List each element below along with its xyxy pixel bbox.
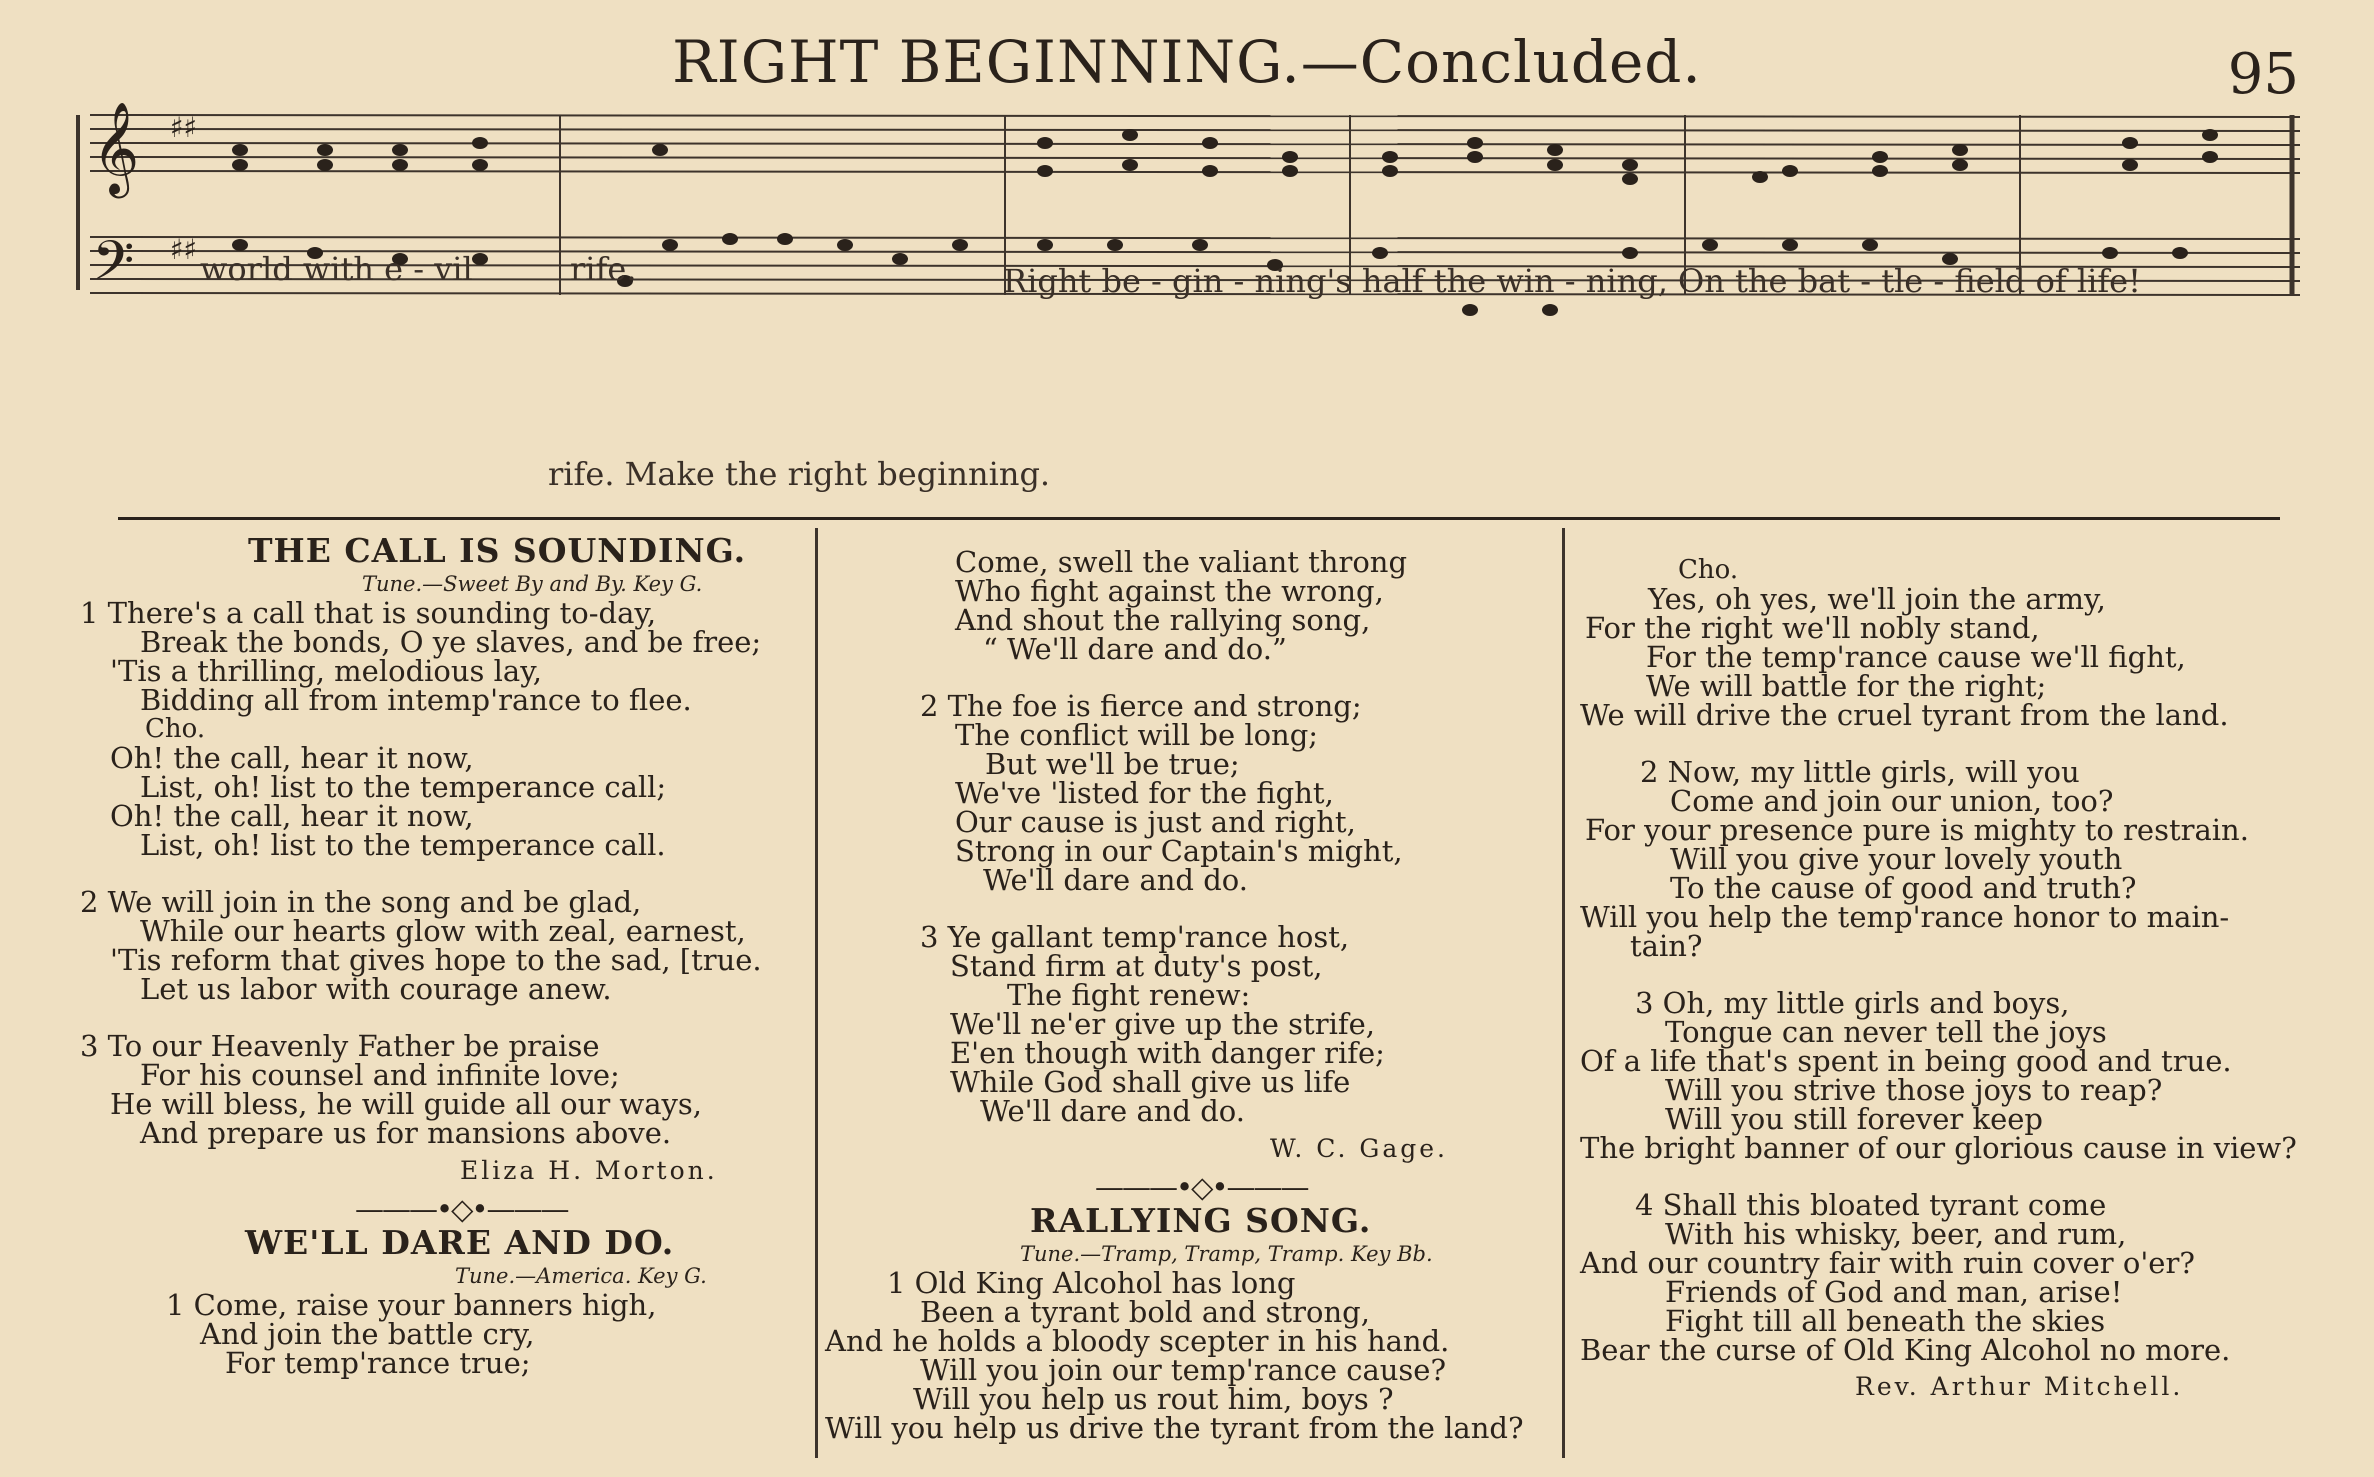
verse-line: Will you strive those joys to reap? bbox=[1665, 1073, 2163, 1107]
verse-line: 'Tis a thrilling, melodious lay, bbox=[110, 654, 542, 688]
chorus-label: Cho. bbox=[1678, 555, 1739, 585]
song-title: THE CALL IS SOUNDING. bbox=[248, 531, 747, 570]
verse-line: Come, swell the valiant throng bbox=[955, 545, 1408, 579]
verse-line: The conflict will be long; bbox=[955, 718, 1319, 752]
verse-line: Tongue can never tell the joys bbox=[1665, 1015, 2107, 1049]
column-1 bbox=[80, 532, 800, 1378]
chorus-label: Cho. bbox=[145, 714, 206, 744]
verse-line: Break the bonds, O ye slaves, and be free; bbox=[140, 625, 762, 659]
chorus-line: For the right we'll nobly stand, bbox=[1585, 611, 2040, 645]
verse-line: Will you give your lovely youth bbox=[1670, 842, 2123, 876]
chorus-line: Oh! the call, hear it now, bbox=[110, 741, 474, 775]
verse-line: While God shall give us life bbox=[950, 1065, 1351, 1099]
chorus-line: List, oh! list to the temperance call; bbox=[140, 770, 667, 804]
song-author: Eliza H. Morton. bbox=[460, 1156, 718, 1185]
song-author: Rev. Arthur Mitchell. bbox=[1855, 1372, 2184, 1401]
verse-line: tain? bbox=[1630, 929, 1703, 963]
verse-line: Will you help the temp'rance honor to main- bbox=[1580, 900, 2230, 934]
chorus-line: Oh! the call, hear it now, bbox=[110, 799, 474, 833]
page-number: 95 bbox=[2227, 42, 2299, 107]
verse-line: For your presence pure is mighty to restrain. bbox=[1585, 813, 2249, 847]
section-divider bbox=[118, 517, 2280, 520]
svg-text:♯♯: ♯♯ bbox=[170, 111, 198, 144]
ornament-divider: ———•◇•——— bbox=[1095, 1170, 1308, 1204]
column-2 bbox=[825, 545, 1555, 1445]
verse-line: We've 'listed for the fight, bbox=[955, 776, 1334, 810]
song-tune: Tune.—Sweet By and By. Key G. bbox=[362, 572, 703, 596]
column-divider-1 bbox=[815, 528, 818, 1458]
verse-line: 2 Now, my little girls, will you bbox=[1640, 755, 2080, 789]
song-tune: Tune.—America. Key G. bbox=[455, 1264, 707, 1288]
verse-line: 3 Oh, my little girls and boys, bbox=[1635, 986, 2070, 1020]
verse-line: He will bless, he will guide all our ways, bbox=[110, 1087, 702, 1121]
chorus-line: For the temp'rance cause we'll fight, bbox=[1646, 640, 2186, 674]
song-title: RALLYING SONG. bbox=[1030, 1201, 1372, 1240]
svg-text:𝄢: 𝄢 bbox=[92, 229, 135, 306]
verse-line: Will you help us drive the tyrant from the land? bbox=[825, 1411, 1524, 1445]
column-divider-2 bbox=[1562, 528, 1565, 1458]
verse-line: And prepare us for mansions above. bbox=[140, 1116, 672, 1150]
treble-lyric-1: world with e - vil bbox=[200, 250, 473, 288]
page-title: RIGHT BEGINNING.—Concluded. bbox=[672, 28, 1702, 96]
verse-line: E'en though with danger rife; bbox=[950, 1036, 1385, 1070]
chorus-line: We will battle for the right; bbox=[1646, 669, 2047, 703]
verse-line: 'Tis reform that gives hope to the sad, [true. bbox=[110, 943, 762, 977]
verse-line: Strong in our Captain's might, bbox=[955, 834, 1403, 868]
column-3 bbox=[1580, 555, 2297, 1409]
verse-line: Bidding all from intemp'rance to flee. bbox=[140, 683, 692, 717]
verse-line: We'll ne'er give up the strife, bbox=[950, 1007, 1375, 1041]
verse-line: And shout the rallying song, bbox=[955, 603, 1371, 637]
verse-line: Stand firm at duty's post, bbox=[950, 949, 1323, 983]
verse-line: Of a life that's spent in being good and true. bbox=[1580, 1044, 2232, 1078]
verse-line: Our cause is just and right, bbox=[955, 805, 1356, 839]
chorus-line: Yes, oh yes, we'll join the army, bbox=[1648, 582, 2106, 616]
verse-line: 3 To our Heavenly Father be praise bbox=[80, 1029, 600, 1063]
verse-line: Bear the curse of Old King Alcohol no more. bbox=[1580, 1333, 2231, 1367]
chorus-line: We will drive the cruel tyrant from the land. bbox=[1580, 698, 2229, 732]
verse-line: The bright banner of our glorious cause in view? bbox=[1580, 1131, 2297, 1165]
verse-line: And he holds a bloody scepter in his hand. bbox=[825, 1324, 1450, 1358]
verse-line: Let us labor with courage anew. bbox=[140, 972, 612, 1006]
song-author: W. C. Gage. bbox=[1270, 1134, 1448, 1163]
verse-line: Been a tyrant bold and strong, bbox=[920, 1295, 1370, 1329]
verse-line: For temp'rance true; bbox=[225, 1346, 531, 1380]
verse-line: We'll dare and do. bbox=[980, 1094, 1245, 1128]
svg-text:𝄞: 𝄞 bbox=[92, 101, 140, 194]
svg-text:♯♯: ♯♯ bbox=[170, 233, 198, 266]
verse-line: 3 Ye gallant temp'rance host, bbox=[920, 920, 1350, 954]
chorus-line: List, oh! list to the temperance call. bbox=[140, 828, 666, 862]
verse-line: We'll dare and do. bbox=[983, 863, 1248, 897]
treble-lyric-3: Right be - gin - ning's half the win - ning, On the bat - tle - field of life! bbox=[1003, 262, 2141, 300]
verse-line: Come and join our union, too? bbox=[1670, 784, 2114, 818]
verse-line: To the cause of good and truth? bbox=[1670, 871, 2137, 905]
verse-line: “ We'll dare and do.” bbox=[983, 632, 1287, 666]
verse-line: But we'll be true; bbox=[985, 747, 1240, 781]
verse-line: With his whisky, beer, and rum, bbox=[1665, 1217, 2127, 1251]
verse-line: 4 Shall this bloated tyrant come bbox=[1635, 1188, 2107, 1222]
music-score bbox=[70, 95, 2310, 515]
verse-line: 2 We will join in the song and be glad, bbox=[80, 885, 642, 919]
verse-line: 1 Come, raise your banners high, bbox=[166, 1288, 657, 1322]
verse-line: And our country fair with ruin cover o'er? bbox=[1580, 1246, 2195, 1280]
verse-line: The fight renew: bbox=[1007, 978, 1251, 1012]
verse-line: For his counsel and infinite love; bbox=[140, 1058, 620, 1092]
verse-line: Who fight against the wrong, bbox=[955, 574, 1384, 608]
verse-line: Will you still forever keep bbox=[1665, 1102, 2043, 1136]
verse-line: 2 The foe is fierce and strong; bbox=[920, 689, 1362, 723]
ornament-divider: ———•◇•——— bbox=[355, 1192, 568, 1226]
song-tune: Tune.—Tramp, Tramp, Tramp. Key Bb. bbox=[1020, 1242, 1433, 1266]
verse-line: And join the battle cry, bbox=[200, 1317, 535, 1351]
verse-line: 1 Old King Alcohol has long bbox=[887, 1266, 1296, 1300]
verse-line: While our hearts glow with zeal, earnest, bbox=[140, 914, 746, 948]
verse-line: Will you help us rout him, boys ? bbox=[913, 1382, 1394, 1416]
treble-lyric-2: rife. bbox=[570, 250, 637, 288]
verse-line: Will you join our temp'rance cause? bbox=[920, 1353, 1447, 1387]
song-title: WE'LL DARE AND DO. bbox=[245, 1223, 675, 1262]
verse-line: 1 There's a call that is sounding to-day, bbox=[80, 596, 657, 630]
verse-line: Friends of God and man, arise! bbox=[1665, 1275, 2123, 1309]
verse-line: Fight till all beneath the skies bbox=[1665, 1304, 2106, 1338]
bass-lyric: rife. Make the right beginning. bbox=[548, 455, 1051, 493]
